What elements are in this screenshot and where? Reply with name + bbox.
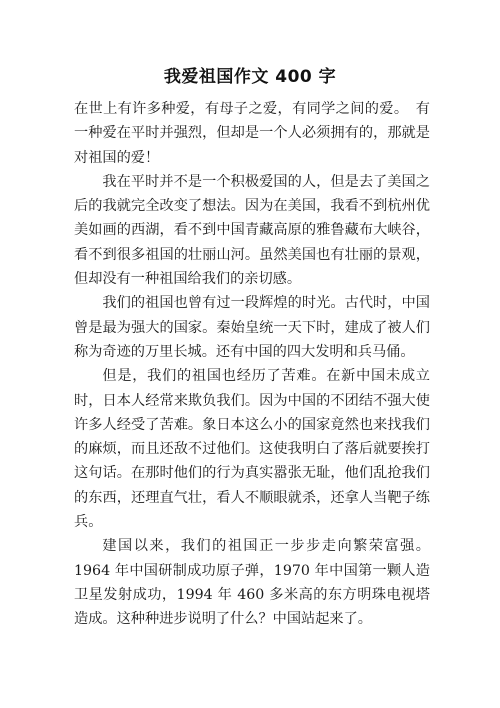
paragraph-4: 但是，我们的祖国也经历了苦难。在新中国未成立时，日本人经常来欺负我们。因为中国的不团结不强大使许多人经受了苦难。象日本这么小的国家竟然也来找我们的麻烦，而且还敌不过他们。这使我明白了落后就要挨打这句话。在那时他们的行为真实嚣张无耻，他们乱抢我们的东西，还理直气壮，看人不顺眼就杀，还拿人当靶子练兵。 xyxy=(74,368,430,531)
paragraph-3: 我们的祖国也曾有过一段辉煌的时光。古代时，中国曾是最为强大的国家。秦始皇统一天下时，建成了被人们称为奇迹的万里长城。还有中国的四大发明和兵马俑。 xyxy=(74,295,430,360)
paragraph-5: 建国以来，我们的祖国正一步步走向繁荣富强。1964 年中国研制成功原子弹，1970 年中国第一颗人造卫星发射成功，1994 年 460 多米高的东方明珠电视塔造成。这种种进步说明了什么？中国站起来了。 xyxy=(74,538,430,628)
paragraph-2: 我在平时并不是一个积极爱国的人，但是去了美国之后的我就完全改变了想法。因为在美国，我看不到杭州优美如画的西湖，看不到中国青藏高原的雅鲁藏布大峡谷，看不到很多祖国的壮丽山河。虽然美国也有壮丽的景观，但却没有一种祖国给我们的亲切感。 xyxy=(74,173,430,288)
document-body xyxy=(74,97,430,632)
paragraph-1: 在世上有许多种爱，有母子之爱，有同学之间的爱。 有一种爱在平时并强烈，但却是一个人必须拥有的，那就是对祖国的爱！ xyxy=(74,101,430,166)
document-title: 我爱祖国作文 400 字 xyxy=(163,67,337,87)
